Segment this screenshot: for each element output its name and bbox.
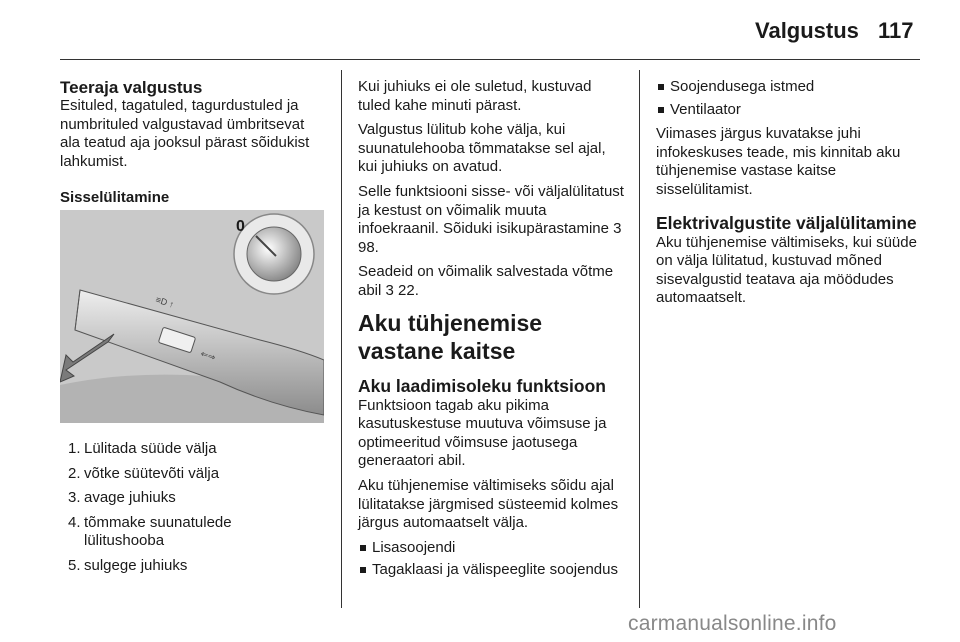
page-number: 117 [878,18,914,43]
figure-label: 0 [236,218,245,235]
paragraph: Seadeid on võimalik salvestada võtme abil 3 22. [358,263,614,299]
paragraph: Funktsioon tagab aku pikima kasutuskestuse muutuva võimsuse ja optimeeritud võimsuse jaotusega generaatori abil. [358,396,607,470]
heading-light-shutoff: Elektrivalgustite väljalülitamine [656,212,917,233]
watermark: carmanualsonline.info [628,612,837,635]
step-item: 4. tõmmake suunatulede lülitushooba [68,513,232,550]
svg-text:⇐⇒: ⇐⇒ [199,348,217,363]
header-divider [60,59,920,60]
svg-text:≡D ↑: ≡D ↑ [154,294,176,310]
column-divider [341,70,342,608]
step-item: 2. võtke süütevõti välja [68,464,220,482]
list-item: Ventilaator [656,101,924,120]
list-item: Lisasoojendi [358,539,628,558]
heading-charge-function: Aku laadimisoleku funktsioon [358,375,606,396]
lever-drawing [60,210,324,423]
lever-illustration [60,210,324,423]
column-1 [60,78,328,208]
column-2 [358,78,628,586]
bullet-list [358,539,628,580]
step-item: 5. sulgege juhiuks [68,556,188,574]
page-ref[interactable]: 22. [398,281,419,299]
section-title: Teeraja valgustus [60,78,203,97]
paragraph: Valgustus lülitub kohe välja, kui suunatulehooba tõmmatakse sel ajal, kui juhiuks on avatud. [358,121,606,176]
step-item: 1. Lülitada süüde välja [68,440,217,457]
list-item: Soojendusega istmed [656,78,924,97]
page-header-title: Valgustus [755,18,859,43]
heading-battery-protection: Aku tühjenemise vastane kaitse [358,309,543,364]
page-ref-arrow-icon: 3 [385,281,394,299]
subheading-activation: Sisselülitamine [60,189,170,207]
paragraph: Viimases järgus kuvatakse juhi infokeskuses teade, mis kinnitab aku tühjenemise vastase kaitse sisselülitamist. [656,125,901,198]
paragraph: Aku tühjenemise vältimiseks, kui süüde on välja lülitatud, kustuvad mõned sisevalgustid teatava aja möödudes automaatselt. [656,233,917,307]
column-3 [656,78,924,314]
steps-list [60,440,328,582]
list-item: Tagaklaasi ja välispeeglite soojendus [358,561,628,580]
paragraph: Aku tühjenemise vältimiseks sõidu ajal lülitatakse järgmised süsteemid kolmes järgus automaatselt välja. [358,476,619,532]
page-ref[interactable]: 98. [358,238,379,256]
paragraph: Kui juhiuks ei ole suletud, kustuvad tuled kahe minuti pärast. [358,78,592,114]
paragraph: Selle funktsiooni sisse- või väljalülitatust ja kestust on võimalik muuta infoekraanil. Sõiduki isikupärastamine 3 98. [358,182,624,256]
column-divider [639,70,640,608]
bullet-list [656,78,924,119]
step-item: 3. avage juhiuks [68,489,176,507]
intro-paragraph: Esituled, tagatuled, tagurdustuled ja numbrituled valgustavad ümbritsevat ala teatud aja jooksul pärast sõidukist lahkumist. [60,97,310,170]
page-ref-arrow-icon: 3 [613,220,622,238]
